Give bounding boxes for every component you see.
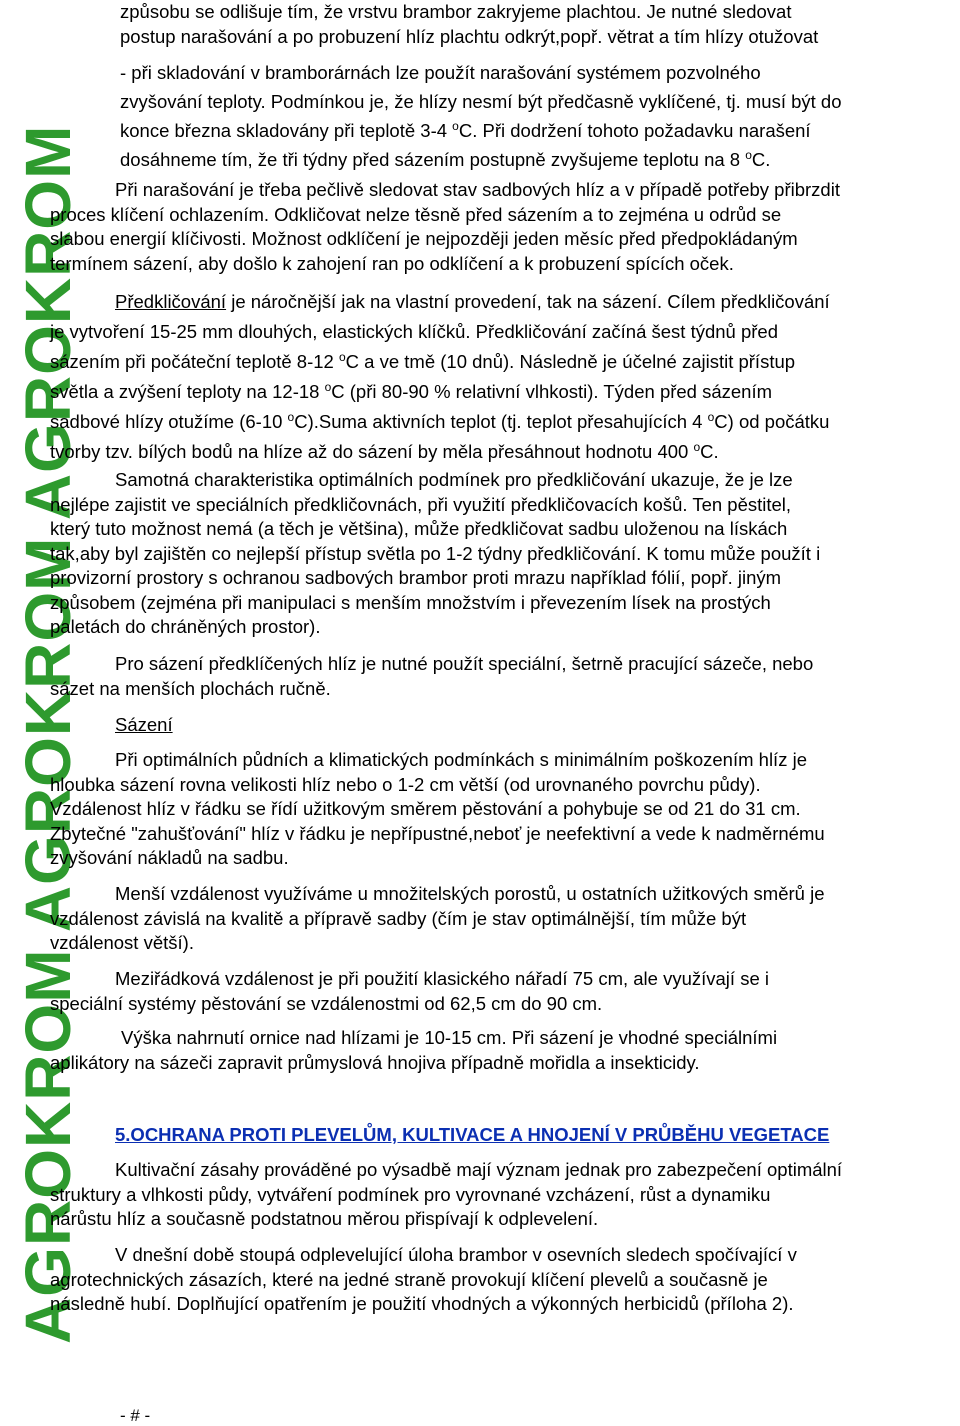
paragraph-10: [50, 967, 769, 1016]
text-run: C.: [751, 149, 771, 170]
agrokrom-watermark: AGROKROM AGROKROM AGROKROM: [12, 124, 84, 1344]
text-run: C a ve tmě (10 dnů). Následně je účelné zajistit přístup: [345, 351, 796, 372]
text-line: který tuto možnost nemá (a těch je většina), může předkličovat sadbu uloženou na lískách: [50, 518, 788, 539]
text-run: sadbové hlízy otužíme (6-10: [50, 411, 288, 432]
text-line: zvyšování teploty. Podmínkou je, že hlízy nesmí být předčasně vyklíčené, tj. musí být do: [120, 91, 842, 112]
text-line: [50, 437, 830, 467]
text-line: Výška nahrnutí ornice nad hlízami je 10-15 cm. Při sázení je vhodné speciálními: [121, 1027, 778, 1048]
text-line: Samotná charakteristika optimálních podmínek pro předkličování ukazuje, že je lze: [115, 469, 793, 490]
text-line: [50, 407, 830, 437]
paragraph-13: [50, 1158, 842, 1232]
text-line: postup narašování a po probuzení hlíz plachtu odkrýt,popř. větrat a tím hlízy otužovat: [120, 25, 819, 47]
underlined-term: Předkličování: [115, 291, 227, 312]
text-line: 5.OCHRANA PROTI PLEVELŮM, KULTIVACE A HNOJENÍ V PRŮBĚHU VEGETACE: [115, 1124, 830, 1145]
text-line: je vytvoření 15-25 mm dlouhých, elastických klíčků. Předkličování začíná šest týdnů před: [50, 321, 779, 342]
text-run: C).Suma aktivních teplot (tj. teplot přesahujících 4: [294, 411, 708, 432]
text-line: [120, 145, 842, 174]
text-line: tak,aby byl zajištěn co nejlepší přístup světla po 1-2 týdny předkličování. K tomu může použít i: [50, 542, 821, 564]
paragraph-4: [50, 287, 830, 467]
text-run: světla a zvýšení teploty na 12-18: [50, 381, 325, 402]
paragraph-8: [50, 748, 825, 871]
text-line: Meziřádková vzdálenost je při použití klasického nářadí 75 cm, ale využívají se i: [115, 968, 769, 989]
paragraph-1: [120, 0, 818, 49]
chapter-heading: [115, 1123, 829, 1148]
degree-sign: o: [452, 119, 459, 133]
text-line: termínem sázení, aby došlo k zahojení ran po odklíčení a k probuzení spících oček.: [50, 252, 734, 274]
text-line: nárůstu hlíz a současně podstatnou měrou přispívají k odplevelení.: [50, 1208, 599, 1229]
text-line: způsobem (zejména při manipulaci s menším množstvím i převezením lísek na prostých: [50, 591, 771, 613]
paragraph-5: [50, 468, 820, 640]
text-line: sázet na menších plochách ručně.: [50, 677, 331, 699]
text-line: agrotechnických zásazích, které na jedné straně provokují klíčení plevelů a současně je: [50, 1268, 768, 1290]
text-line: slabou energií klíčivosti. Možnost odklíčení je nejpozději jeden měsíc před předpokládaným: [50, 228, 798, 249]
text-run: C (při 80-90 % relativní vlhkosti). Týden před sázením: [331, 381, 773, 402]
text-line: Zbytečné "zahušťování" hlíz v řádku je nepřípustné,neboť je neefektivní a vede k nadměrnému: [50, 822, 825, 844]
paragraph-3: [50, 178, 840, 276]
text-run: je náročnější jak na vlastní provedení, tak na sázení. Cílem předkličování: [226, 291, 830, 312]
text-line: V dnešní době stoupá odplevelující úloha brambor v osevních sledech spočívající v: [115, 1244, 797, 1265]
degree-sign: o: [287, 410, 295, 424]
text-line: způsobu se odlišuje tím, že vrstvu brambor zakryjeme plachtou. Je nutné sledovat: [120, 1, 792, 22]
text-run: C) od počátku: [714, 411, 830, 432]
text-line: [50, 347, 830, 377]
text-run: sázením při počáteční teplotě 8-12: [50, 351, 339, 372]
degree-sign: o: [693, 440, 701, 454]
text-run: tvorby tzv. bílých bodů na hlíze až do sázení by měla přesáhnout hodnotu 400: [50, 441, 694, 462]
text-run: konce března skladovány při teplotě 3-4: [120, 120, 453, 141]
text-line: nejlépe zajistit ve speciálních předkličovnách, při využití předkličovacích košů. Ten pěstitel,: [50, 493, 792, 515]
page-number: - # -: [120, 1406, 151, 1425]
degree-sign: o: [745, 148, 752, 162]
text-run: C. Při dodržení tohoto požadavku narašení: [458, 120, 811, 141]
text-line: Pro sázení předklíčených hlíz je nutné použít speciální, šetrně pracující sázeče, nebo: [115, 653, 814, 674]
text-line: paletách do chráněných prostor).: [50, 616, 321, 637]
degree-sign: o: [338, 350, 346, 364]
paragraph-6: [50, 652, 813, 701]
paragraph-14: [50, 1243, 797, 1317]
text-line: Kultivační zásahy prováděné po výsadbě mají význam jednak pro zabezpečení optimální: [115, 1159, 843, 1180]
text-line: provizorní prostory s ochranou sadbových brambor proti mrazu například fólií, popř. jiným: [50, 567, 782, 588]
text-line: [50, 287, 830, 317]
text-line: [120, 116, 842, 145]
text-run: C.: [700, 441, 719, 462]
paragraph-9: [50, 882, 824, 956]
text-line: proces klíčení ochlazením. Odkličovat nelze těsně před sázením a to zejména u odrůd se: [50, 203, 782, 225]
text-line: následně hubí. Doplňující opatřením je použití vhodných a výkonných herbicidů (příloha 2).: [50, 1293, 794, 1314]
degree-sign: o: [707, 410, 715, 424]
paragraph-11: [50, 1026, 777, 1075]
text-line: vzdálenost větší).: [50, 932, 194, 953]
text-line: hloubka sázení rovna velikosti hlíz nebo o 1-2 cm větší (od urovnaného povrchu půdy).: [50, 773, 761, 795]
degree-sign: o: [324, 380, 332, 394]
text-line: Menší vzdálenost využíváme u množitelských porostů, u ostatních užitkových směrů je: [115, 883, 825, 904]
text-line: zvyšování nákladů na sadbu.: [50, 847, 289, 868]
text-line: struktury a vlhkosti půdy, vytváření podmínek pro vyrovnané vzcházení, růst a dynamiku: [50, 1183, 771, 1205]
text-run: dosáhneme tím, že tři týdny před sázením postupně zvyšujeme teplotu na 8: [120, 149, 746, 170]
section-heading-sazeni: [115, 713, 173, 738]
paragraph-2: [120, 58, 842, 174]
text-line: speciální systémy pěstování se vzdálenostmi od 62,5 cm do 90 cm.: [50, 992, 603, 1014]
text-line: Sázení: [115, 714, 173, 735]
text-line: vzdálenost závislá na kvalitě a přípravě sadby (čím je stav optimálnější, tím může být: [50, 907, 747, 929]
text-line: - při skladování v bramborárnách lze použít narašování systémem pozvolného: [120, 62, 761, 83]
text-line: Při narašování je třeba pečlivě sledovat stav sadbových hlíz a v případě potřeby přibrzdit: [115, 179, 840, 200]
text-line: Vzdálenost hlíz v řádku se řídí užitkovým směrem pěstování a pohybuje se od 21 do 31 cm.: [50, 798, 801, 819]
text-line: [50, 377, 830, 407]
text-line: aplikátory na sázeči zapravit průmyslová hnojiva případně mořidla a insekticidy.: [50, 1051, 700, 1073]
text-line: Při optimálních půdních a klimatických podmínkách s minimálním poškozením hlíz je: [115, 749, 807, 770]
